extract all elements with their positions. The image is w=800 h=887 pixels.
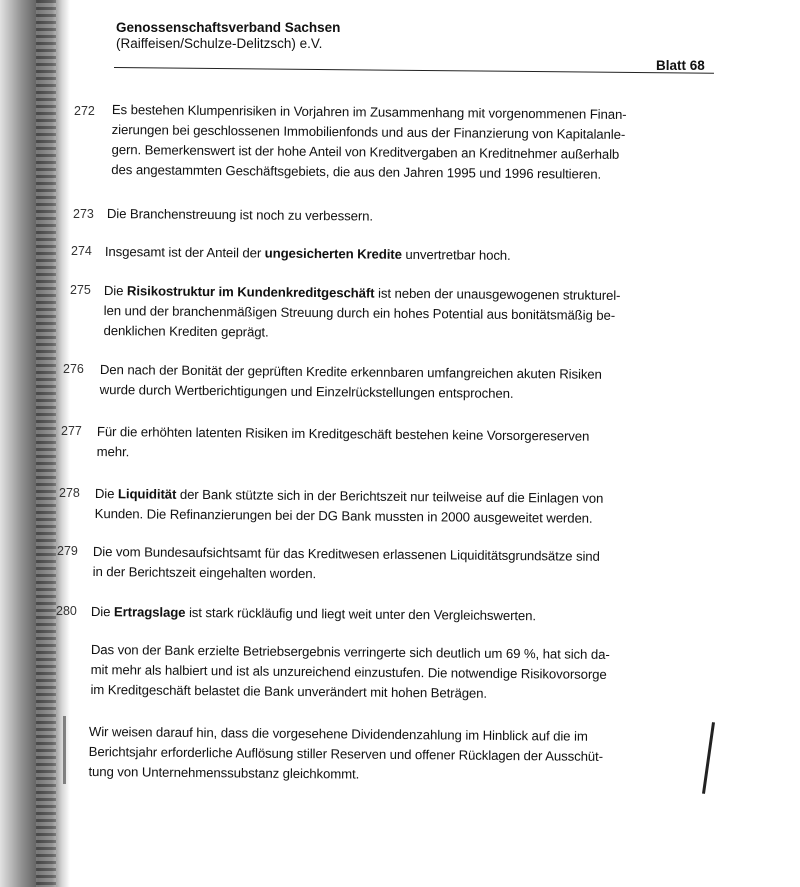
paragraph-number: 273 [73, 207, 94, 221]
paragraph-number: 276 [63, 362, 84, 376]
paragraph-278 [95, 484, 604, 529]
paragraph-280-continued [90, 640, 609, 705]
text-line: denklichen Krediten geprägt. [103, 322, 269, 340]
text-line: Das von der Bank erzielte Betriebsergebnis verringerte sich deutlich um 69 %, hat sich da- [90, 641, 610, 662]
paragraph-275 [103, 281, 620, 346]
margin-mark-right [702, 722, 715, 794]
paragraph-272 [111, 100, 626, 185]
letterhead [116, 20, 340, 52]
text-line: tung von Unternehmenssubstanz gleichkommt. [88, 763, 360, 782]
paragraph-number: 280 [56, 604, 77, 618]
text-line: Kunden. Die Refinanzierungen bei der DG Bank mussten in 2000 ausgeweitet werden. [94, 505, 593, 526]
text-line: Es bestehen Klumpenrisiken in Vorjahren im Zusammenhang mit vorgenommenen Finan- [111, 101, 627, 122]
text-line: Die Risikostruktur im Kundenkreditgeschäft ist neben der unausgewogenen strukturel- [103, 282, 621, 303]
text-line: zierungen bei geschlossenen Immobilienfonds und aus der Finanzierung von Kapitalanle- [111, 121, 626, 142]
paragraph-280 [91, 602, 536, 626]
text-line: wurde durch Wertberichtigungen und Einzelrückstellungen entsprochen. [99, 381, 514, 401]
org-name: Genossenschaftsverband Sachsen [116, 20, 341, 35]
text-line: Die Ertragslage ist stark rückläufig und liegt weit unter den Vergleichswerten. [90, 603, 537, 624]
text-line: Berichtsjahr erforderliche Auflösung stiller Reserven und offener Rücklagen der Ausschüt- [88, 743, 604, 764]
text-line: im Kreditgeschäft belastet die Bank unverändert mit hohen Beträgen. [90, 681, 488, 701]
text-line: Für die erhöhten latenten Risiken im Kreditgeschäft bestehen keine Vorsorgereserven [96, 423, 590, 444]
text-line: Die vom Bundesaufsichtsamt für das Kreditwesen erlassenen Liquiditätsgrundsätze sind [92, 543, 600, 564]
paragraph-277 [97, 422, 590, 467]
text-line: in der Berichtszeit eingehalten worden. [92, 563, 317, 582]
text-line: Die Liquidität der Bank stützte sich in der Berichtszeit nur teilweise auf die Einlagen von [94, 485, 604, 506]
text-line: des angestammten Geschäftsgebiets, die aus den Jahren 1995 und 1996 resultieren. [111, 161, 602, 182]
scan-shadow-edge [0, 0, 70, 887]
text-line: Den nach der Bonität der geprüften Kredite erkennbaren umfangreichen akuten Risiken [99, 361, 602, 382]
paragraph-273 [107, 204, 373, 227]
paragraph-number: 279 [57, 544, 78, 558]
paragraph-number: 274 [71, 244, 92, 258]
paragraph-276 [100, 360, 602, 405]
paragraph-number: 275 [70, 283, 91, 297]
text-line: gern. Bemerkenswert ist der hohe Anteil von Kreditvergaben an Kreditnehmer außerhalb [111, 141, 620, 162]
text-line: Die Branchenstreuung ist noch zu verbessern. [106, 205, 374, 224]
margin-mark-left [63, 716, 66, 784]
header-rule [114, 67, 714, 74]
text-line: mit mehr als halbiert und ist als unzureichend einzustufen. Die notwendige Risikovorsorge [90, 661, 607, 682]
paragraph-number: 278 [59, 486, 80, 500]
paragraph-number: 277 [61, 424, 82, 438]
sheet-number: Blatt 68 [656, 58, 705, 73]
scan-noise-edge [36, 0, 56, 887]
text-line: Insgesamt ist der Anteil der ungesicherten Kredite unvertretbar hoch. [104, 243, 511, 263]
paragraph-274 [105, 242, 511, 266]
text-line: mehr. [96, 443, 130, 460]
paragraph-279 [93, 542, 600, 587]
paragraph-dividend-note [88, 722, 603, 787]
text-line: Wir weisen darauf hin, dass die vorgesehene Dividendenzahlung im Hinblick auf die im [88, 723, 588, 744]
org-subtitle: (Raiffeisen/Schulze-Delitzsch) e.V. [116, 36, 323, 51]
paragraph-number: 272 [74, 104, 95, 118]
text-line: len und der branchenmäßigen Streuung durch ein hohes Potential aus bonitätsmäßig be- [103, 302, 616, 323]
